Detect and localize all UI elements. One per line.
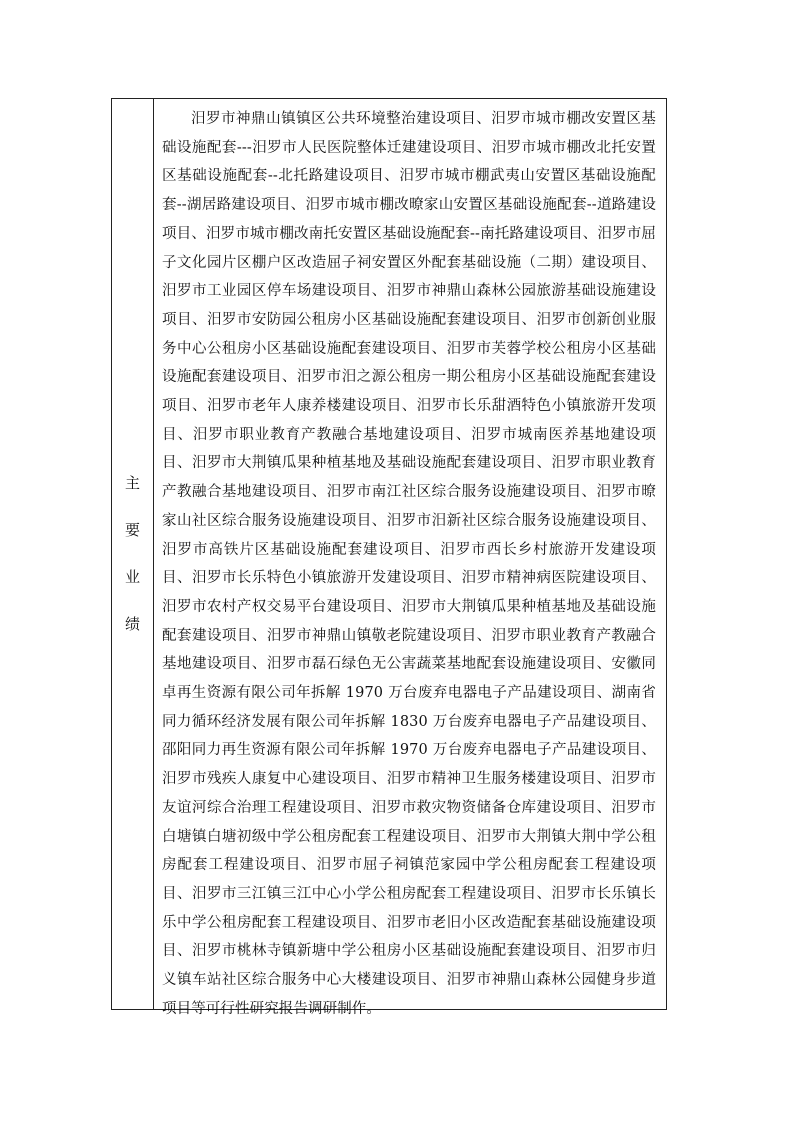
label-cell: [112, 99, 154, 1009]
achievements-table: [111, 98, 667, 1017]
label-char: 主: [124, 474, 140, 492]
achievements-text: 汨罗市神鼎山镇镇区公共环境整治建设项目、汨罗市城市棚改安置区基础设施配套---汨罗市人民医院整体迁建建设项目、汨罗市城市棚改北托安置区基础设施配套--北托路建设项目、汨罗市城市棚武夷山安置区基础设施配套--湖居路建设项目、汨罗市城市棚改暸家山安置区基础设施配套--道路建设项目、汨罗市城市棚改南托安置区基础设施配套--南托路建设项目、汨罗市屈子文化园片区棚户区改造屈子祠安置区外配套基础设施（二期）建设项目、汨罗市工业园区停车场建设项目、汨罗市神鼎山森林公园旅游基础设施建设项目、汨罗市安防园公租房小区基础设施配套建设项目、汨罗市创新创业服务中心公租房小区基础设施配套建设项目、汨罗市芙蓉学校公租房小区基础设施配套建设项目、汨罗市汨之源公租房一期公租房小区基础设施配套建设项目、汨罗市老年人康养楼建设项目、汨罗市长乐甜酒特色小镇旅游开发项目、汨罗市职业教育产教融合基地建设项目、汨罗市城南医养基地建设项目、汨罗市大荆镇瓜果种植基地及基础设施配套建设项目、汨罗市职业教育产教融合基地建设项目、汨罗市南江社区综合服务设施建设项目、汨罗市暸家山社区综合服务设施建设项目、汨罗市汨新社区综合服务设施建设项目、汨罗市高铁片区基础设施配套建设项目、汨罗市西长乡村旅游开发建设项目、汨罗市长乐特色小镇旅游开发建设项目、汨罗市精神病医院建设项目、汨罗市农村产权交易平台建设项目、汨罗市大荆镇瓜果种植基地及基础设施配套建设项目、汨罗市神鼎山镇敬老院建设项目、汨罗市职业教育产教融合基地建设项目、汨罗市磊石绿色无公害蔬菜基地配套设施建设项目、安徽同卓再生资源有限公司年拆解 1970 万台废弃电器电子产品建设项目、湖南省同力循环经济发展有限公司年拆解 1830 万台废弃电器电子产品建设项目、邵阳同力再生资源有限公司年拆解 1970 万台废弃电器电子产品建设项目、汨罗市残疾人康复中心建设项目、汨罗市精神卫生服务楼建设项目、汨罗市友谊河综合治理工程建设项目、汨罗市救灾物资储备仓库建设项目、汨罗市白塘镇白塘初级中学公租房配套工程建设项目、汨罗市大荆镇大荆中学公租房配套工程建设项目、汨罗市屈子祠镇范家园中学公租房配套工程建设项目、汨罗市三江镇三江中心小学公租房配套工程建设项目、汨罗市长乐镇长乐中学公租房配套工程建设项目、汨罗市老旧小区改造配套基础设施建设项目、汨罗市桃林寺镇新塘中学公租房小区基础设施配套建设项目、汨罗市归义镇车站社区综合服务中心大楼建设项目、汨罗市神鼎山森林公园健身步道项目等可行性研究报告调研制作。: [162, 111, 656, 1017]
label-char: 绩: [124, 615, 140, 633]
content-cell: [154, 99, 666, 1017]
label-char: 业: [124, 568, 140, 586]
label-char: 要: [124, 521, 140, 539]
